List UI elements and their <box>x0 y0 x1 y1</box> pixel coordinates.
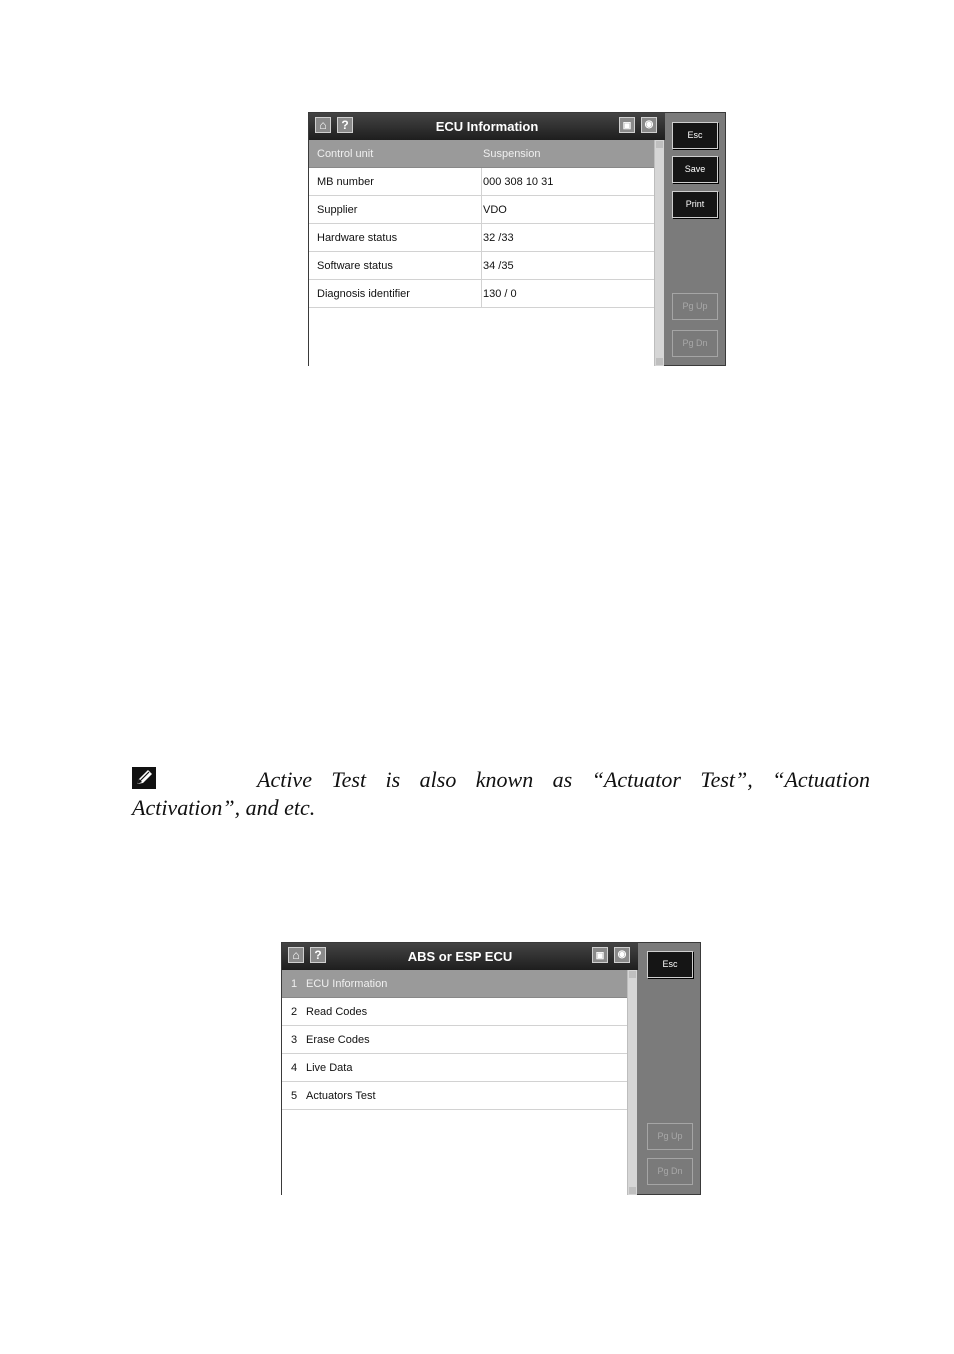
table-row <box>309 168 655 196</box>
list-item[interactable] <box>282 970 628 998</box>
row-value: 000 308 10 31 <box>483 176 554 188</box>
scroll-up-icon[interactable] <box>629 971 636 978</box>
page-down-button[interactable]: Pg Dn <box>672 330 718 357</box>
save-button[interactable]: Save <box>672 156 718 183</box>
scrollbar[interactable] <box>654 140 664 366</box>
pencil-note-icon <box>132 767 156 789</box>
row-label: Software status <box>317 260 393 272</box>
screen-title: ABS or ESP ECU <box>407 949 513 964</box>
row-label: MB number <box>317 176 374 188</box>
help-icon[interactable]: ? <box>337 117 353 133</box>
page-down-button[interactable]: Pg Dn <box>647 1158 693 1185</box>
scroll-down-icon[interactable] <box>656 358 663 365</box>
scroll-up-icon[interactable] <box>656 141 663 148</box>
table-row <box>309 252 655 280</box>
table-row <box>309 196 655 224</box>
row-value: VDO <box>483 204 507 216</box>
item-label: Read Codes <box>306 1006 368 1018</box>
abs-esp-ecu-screen <box>281 942 701 1195</box>
page-up-button[interactable]: Pg Up <box>647 1123 693 1150</box>
list-item[interactable] <box>282 1082 628 1110</box>
esc-button[interactable]: Esc <box>672 122 718 149</box>
table-row <box>309 140 655 168</box>
note-line-2: Activation”, and etc. <box>132 795 316 820</box>
title-bar <box>282 943 638 970</box>
row-label: Diagnosis identifier <box>317 288 410 300</box>
row-value: Suspension <box>483 148 541 160</box>
record-icon[interactable]: ◉ <box>614 947 630 963</box>
screen-title: ECU Information <box>435 119 539 134</box>
camera-icon[interactable]: ▣ <box>619 117 635 133</box>
scroll-down-icon[interactable] <box>629 1187 636 1194</box>
note-line-1: Active Test is also known as “Actuator Test”, “Actuation <box>257 767 870 792</box>
item-number: 1 <box>291 978 298 990</box>
row-label: Control unit <box>317 148 374 160</box>
row-value: 34 /35 <box>483 260 514 272</box>
item-label: Erase Codes <box>306 1034 370 1046</box>
list-item[interactable] <box>282 1026 628 1054</box>
camera-icon[interactable]: ▣ <box>592 947 608 963</box>
list-item[interactable] <box>282 1054 628 1082</box>
item-label: Live Data <box>306 1062 353 1074</box>
item-label: ECU Information <box>306 978 388 990</box>
scrollbar[interactable] <box>627 970 637 1195</box>
record-icon[interactable]: ◉ <box>641 117 657 133</box>
help-icon[interactable]: ? <box>310 947 326 963</box>
home-icon[interactable]: ⌂ <box>288 947 304 963</box>
row-label: Supplier <box>317 204 358 216</box>
table-row <box>309 224 655 252</box>
item-number: 3 <box>291 1034 298 1046</box>
esc-button[interactable]: Esc <box>647 951 693 978</box>
menu-list <box>282 970 628 1195</box>
page-up-button[interactable]: Pg Up <box>672 293 718 320</box>
title-bar <box>309 113 665 140</box>
list-item[interactable] <box>282 998 628 1026</box>
row-value: 32 /33 <box>483 232 514 244</box>
item-number: 2 <box>291 1006 298 1018</box>
ecu-info-table <box>309 140 655 366</box>
row-label: Hardware status <box>317 232 398 244</box>
item-number: 5 <box>291 1090 298 1102</box>
row-value: 130 / 0 <box>483 288 517 300</box>
item-number: 4 <box>291 1062 298 1074</box>
ecu-information-screen <box>308 112 726 366</box>
home-icon[interactable]: ⌂ <box>315 117 331 133</box>
item-label: Actuators Test <box>306 1090 376 1102</box>
table-row <box>309 280 655 308</box>
print-button[interactable]: Print <box>672 191 718 218</box>
note-paragraph <box>132 766 870 822</box>
